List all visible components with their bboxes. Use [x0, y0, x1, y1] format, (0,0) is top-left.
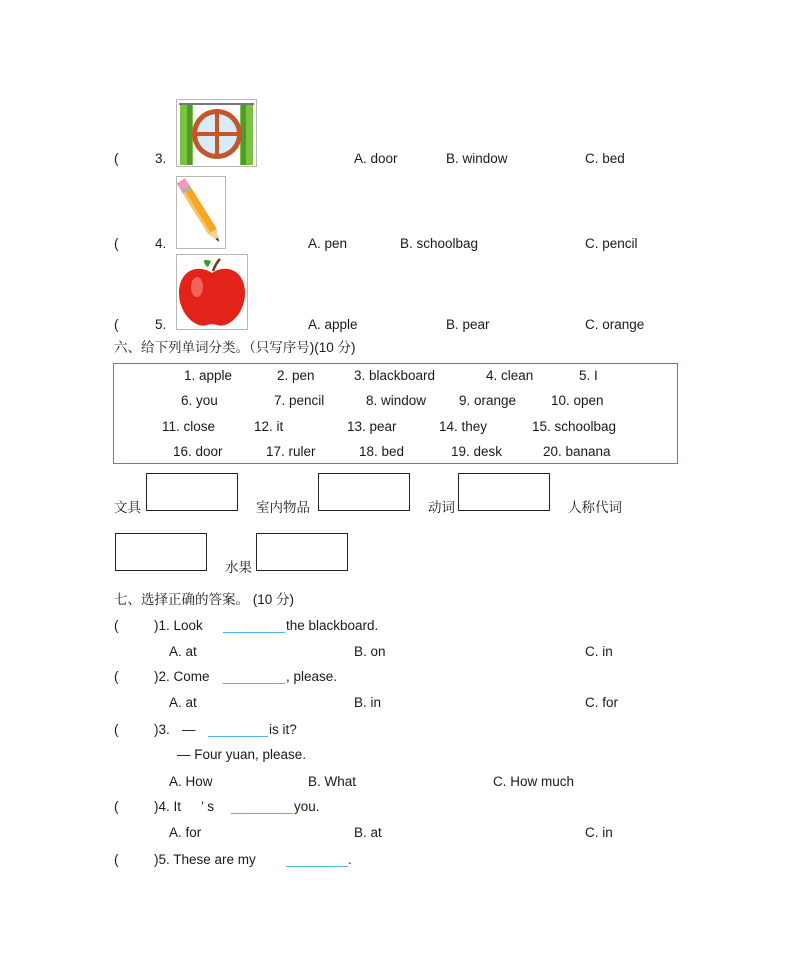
option-c: C. orange	[585, 317, 645, 332]
word-item: 12. it	[254, 419, 284, 434]
option-a: A. door	[354, 151, 398, 166]
word-item: 20. banana	[543, 444, 611, 459]
question-text: , please.	[286, 669, 338, 684]
option-b: B. schoolbag	[400, 236, 479, 251]
option-a: A. at	[169, 644, 197, 659]
option-c: C. for	[585, 695, 619, 710]
word-item: 9. orange	[459, 393, 517, 408]
word-item: 17. ruler	[266, 444, 316, 459]
word-item: 13. pear	[347, 419, 397, 434]
option-b: B. in	[354, 695, 382, 710]
question-stem: )1. Look	[154, 618, 203, 633]
category-label-fruit: 水果	[225, 560, 252, 575]
option-c: C. How much	[493, 774, 575, 789]
window-icon	[176, 99, 257, 167]
option-c: C. in	[585, 825, 613, 840]
word-item: 6. you	[181, 393, 218, 408]
answer-blank[interactable]	[223, 632, 285, 633]
answer-paren-open: (	[114, 722, 119, 737]
answer-blank[interactable]	[286, 866, 348, 867]
option-a: A. for	[169, 825, 202, 840]
category-label-verbs: 动词	[428, 500, 455, 515]
option-b: B. window	[446, 151, 508, 166]
question-text: you.	[294, 799, 320, 814]
answer-paren-open: (	[114, 317, 119, 332]
word-item: 2. pen	[277, 368, 315, 383]
category-label-stationery: 文具	[114, 500, 141, 515]
question-text: the blackboard.	[286, 618, 379, 633]
answer-blank[interactable]	[208, 736, 268, 737]
dialogue-reply: — Four yuan, please.	[177, 747, 307, 762]
answer-paren-open: (	[114, 852, 119, 867]
option-b: B. pear	[446, 317, 490, 332]
word-item: 5. I	[579, 368, 598, 383]
option-a: A. at	[169, 695, 197, 710]
answer-box-stationery[interactable]	[146, 473, 238, 511]
option-b: B. at	[354, 825, 382, 840]
word-item: 8. window	[366, 393, 427, 408]
question-number: 4.	[155, 236, 167, 251]
question-text: .	[348, 852, 352, 867]
category-label-indoor-items: 室内物品	[256, 500, 310, 515]
word-item: 16. door	[173, 444, 223, 459]
question-stem: )2. Come	[154, 669, 210, 684]
question-number: 3.	[155, 151, 167, 166]
question-stem: )3.	[154, 722, 170, 737]
answer-blank[interactable]	[231, 813, 293, 814]
option-b: B. on	[354, 644, 386, 659]
answer-blank[interactable]	[223, 683, 285, 684]
option-c: C. pencil	[585, 236, 638, 251]
word-item: 4. clean	[486, 368, 534, 383]
word-item: 3. blackboard	[354, 368, 436, 383]
answer-paren-open: (	[114, 236, 119, 251]
section-heading: 七、选择正确的答案。 (10 分)	[114, 592, 295, 607]
pencil-icon	[176, 176, 226, 249]
answer-box-verbs[interactable]	[458, 473, 550, 511]
word-item: 19. desk	[451, 444, 503, 459]
category-label-pronouns: 人称代词	[568, 500, 622, 515]
option-b: B. What	[308, 774, 357, 789]
option-a: A. apple	[308, 317, 358, 332]
question-stem: )4. It	[154, 799, 182, 814]
answer-paren-open: (	[114, 799, 119, 814]
answer-paren-open: (	[114, 151, 119, 166]
word-item: 11. close	[162, 419, 216, 434]
option-a: A. How	[169, 774, 213, 789]
option-c: C. bed	[585, 151, 625, 166]
section-heading: 六、给下列单词分类。（只写序号)(10 分)	[114, 340, 356, 355]
word-item: 15. schoolbag	[532, 419, 617, 434]
answer-paren-open: (	[114, 669, 119, 684]
answer-box-pronouns[interactable]	[115, 533, 207, 571]
answer-box-indoor-items[interactable]	[318, 473, 410, 511]
word-item: 7. pencil	[274, 393, 325, 408]
word-item: 18. bed	[359, 444, 405, 459]
word-item: 1. apple	[184, 368, 233, 383]
question-stem: )5. These are my	[154, 852, 256, 867]
answer-box-fruit[interactable]	[256, 533, 348, 571]
question-number: 5.	[155, 317, 167, 332]
answer-paren-open: (	[114, 618, 119, 633]
question-text: is it?	[269, 722, 297, 737]
option-c: C. in	[585, 644, 613, 659]
option-a: A. pen	[308, 236, 348, 251]
question-apostrophe: ’ s	[201, 799, 214, 814]
word-item: 14. they	[439, 419, 488, 434]
dialogue-dash: —	[182, 722, 196, 737]
apple-icon	[176, 254, 248, 330]
word-item: 10. open	[551, 393, 604, 408]
